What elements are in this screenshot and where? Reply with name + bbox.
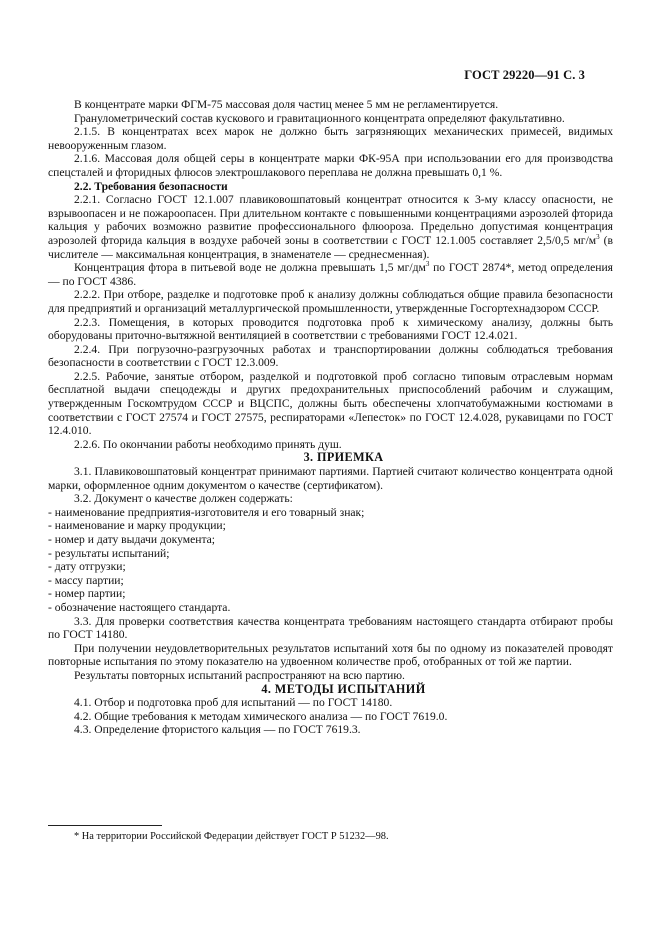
- paragraph-repeat-results: Результаты повторных испытаний распространяют на всю партию.: [74, 668, 405, 682]
- paragraph-3-3: 3.3. Для проверки соответствия качества концентрата требованиям настоящего стандарта отбирают пробы по ГОСТ 14180.: [48, 614, 613, 642]
- paragraph-granulometric: Гранулометрический состав кускового и гравитационного концентрата определяют факультативно.: [74, 111, 565, 125]
- list-item: - массу партии;: [48, 574, 613, 588]
- paragraph-3-1: 3.1. Плавиковошпатовый концентрат принимают партиями. Партией считают количество концентрата одной марки, оформленное одним документом о качестве (сертификатом).: [48, 465, 613, 492]
- paragraph-fluorine: [48, 261, 613, 288]
- paragraph-4-1: 4.1. Отбор и подготовка проб для испытаний — по ГОСТ 14180.: [74, 696, 393, 710]
- list-item: - номер и дату выдачи документа;: [48, 533, 613, 547]
- section-title-acceptance: 3. ПРИЕМКА: [303, 450, 384, 465]
- paragraph-2-2-1-text: 2.2.1. Согласно ГОСТ 12.1.007 плавиковошпатовый концентрат относится к 3-му классу опасности, не взрывоопасен и не пожароопасен. При длительном контакте с повышенными концентрациями аэрозолей фторида кальция у рабочих возможно развитие профессионального флюороза. Предельно допустимая концентрация аэрозолей фторида кальция в воздухе рабочей зоны в соответствии с ГОСТ 12.1.005 составляет 2,5/0,5 мг/м: [48, 193, 613, 247]
- paragraph-2-2-5: 2.2.5. Рабочие, занятые отбором, разделкой и подготовкой проб согласно типовым отраслевым нормам бесплатной выдачи спецодежды и других предохранительных приспособлений рабочим и служащим, утвержденным Госкомтрудом СССР и ВЦСПС, должны быть обеспечены хлопчатобумажными костюмами в соответствии с ГОСТ 27574 и ГОСТ 27575, респираторами «Лепесток» по ГОСТ 12.4.028, рукавицами по ГОСТ 12.4.010.: [48, 369, 613, 438]
- subheading-safety: 2.2. Требования безопасности: [74, 179, 228, 193]
- paragraph-fluorine-tail: по ГОСТ 2874*, метод определения — по ГОСТ 4386.: [48, 261, 613, 288]
- superscript-cube-2: 3: [425, 260, 430, 269]
- section-title-test-methods: 4. МЕТОДЫ ИСПЫТАНИЙ: [261, 681, 426, 696]
- paragraph-repeat-tests: При получении неудовлетворительных результатов испытаний хотя бы по одному из показателей проводят повторные испытания по этому показателю на удвоенном количестве проб, отобранных от той же партии.: [48, 641, 613, 669]
- paragraph-2-2-6: 2.2.6. По окончании работы необходимо принять душ.: [74, 437, 342, 451]
- paragraph-2-1-6: 2.1.6. Массовая доля общей серы в концентрате марки ФК-95А при использовании его для производства спецсталей и фторидных флюсов электрошлакового переплава не должна превышать 0,1 %.: [48, 152, 613, 179]
- paragraph-2-2-3: 2.2.3. Помещения, в которых проводится подготовка проб к химическому анализу, должны быть оборудованы приточно-вытяжной вентиляцией в соответствии с требованиями ГОСТ 12.4.021.: [48, 315, 613, 343]
- list-item: - наименование и марку продукции;: [48, 519, 613, 533]
- paragraph-2-2-1: [48, 193, 613, 261]
- paragraph-4-2: 4.2. Общие требования к методам химического анализа — по ГОСТ 7619.0.: [74, 709, 448, 723]
- paragraph-2-2-2: 2.2.2. При отборе, разделке и подготовке проб к анализу должны соблюдаться общие правила безопасности для предприятий и организаций металлургической промышленности, утвержденные Госгортехнадзором СССР.: [48, 288, 613, 315]
- paragraph-2-1-5: 2.1.5. В концентратах всех марок не должно быть загрязняющих механических примесей, видимых невооруженным глазом.: [48, 125, 613, 152]
- superscript-cube: 3: [596, 233, 600, 242]
- paragraph-3-2: 3.2. Документ о качестве должен содержать:: [74, 492, 293, 506]
- paragraph-fluorine-text: Концентрация фтора в питьевой воде не должна превышать 1,5 мг/дм: [74, 261, 426, 275]
- document-body: [48, 98, 613, 737]
- paragraph-4-3: 4.3. Определение фтористого кальция — по ГОСТ 7619.3.: [74, 723, 361, 737]
- footnote-divider: [48, 825, 162, 826]
- list-item: - результаты испытаний;: [48, 547, 613, 561]
- page-header: ГОСТ 29220—91 С. 3: [464, 68, 585, 82]
- footnote: * На территории Российской Федерации действует ГОСТ Р 51232—98.: [74, 831, 389, 842]
- paragraph-2-2-4: 2.2.4. При погрузочно-разгрузочных работах и транспортировании должны соблюдаться требования безопасности в соответствии с ГОСТ 12.3.009.: [48, 342, 613, 370]
- list-item: - наименование предприятия-изготовителя и его товарный знак;: [48, 506, 613, 520]
- list-item: - номер партии;: [48, 587, 613, 601]
- paragraph-fgm: В концентрате марки ФГМ-75 массовая доля частиц менее 5 мм не регламентируется.: [74, 98, 499, 111]
- quality-document-list: [48, 506, 613, 615]
- list-item: - дату отгрузки;: [48, 560, 613, 574]
- paragraph-2-2-1-tail: (в числителе — максимальная концентрация, в знаменателе — среднесменная).: [48, 233, 613, 261]
- list-item: - обозначение настоящего стандарта.: [48, 601, 613, 615]
